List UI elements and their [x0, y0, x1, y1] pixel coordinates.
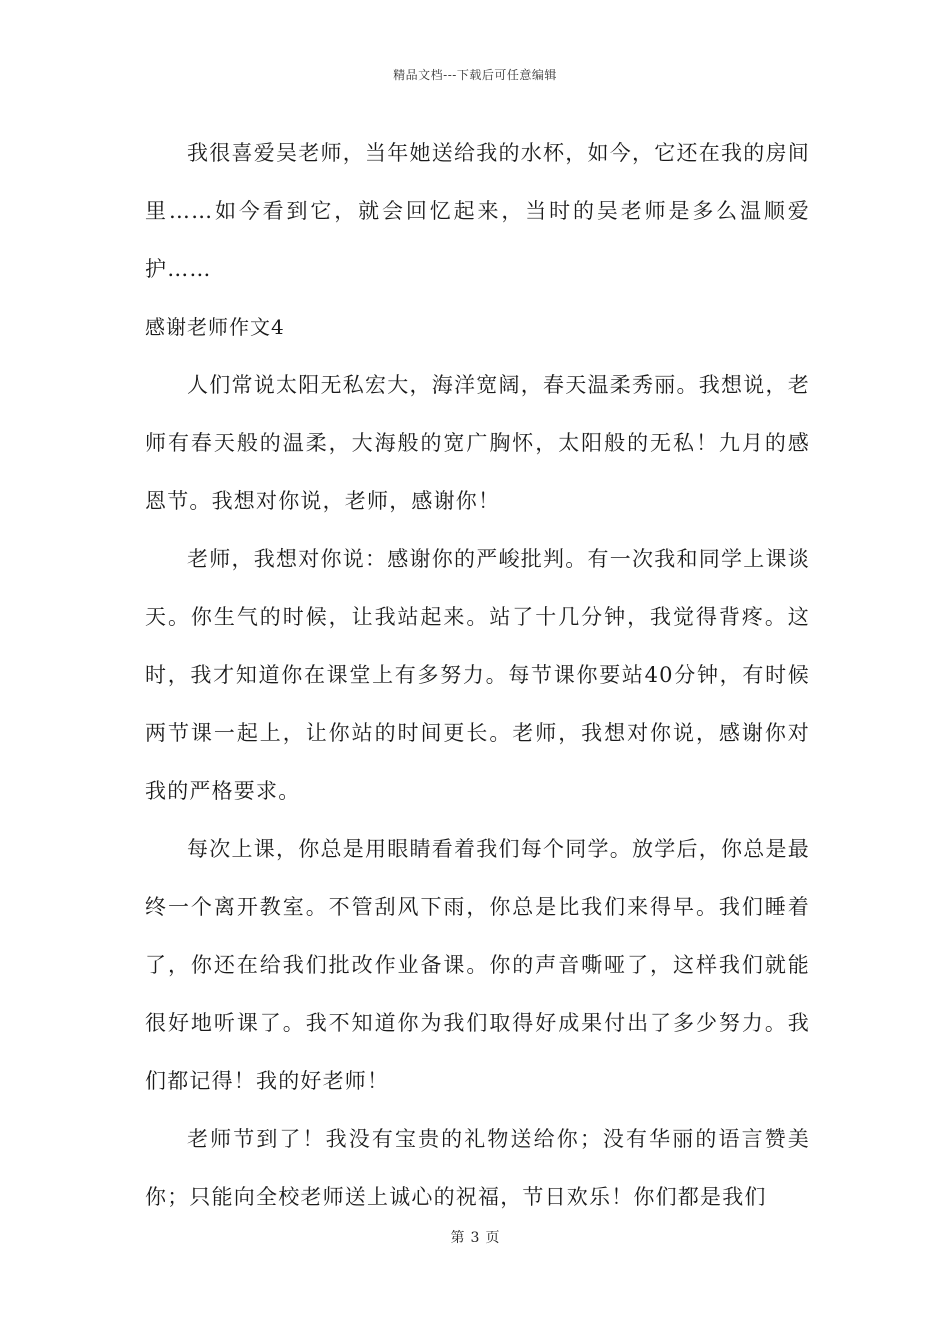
paragraph-5: 老师节到了！我没有宝贵的礼物送给你；没有华丽的语言赞美你；只能向全校老师送上诚心的祝福，节日欢乐！你们都是我们 [145, 1127, 810, 1209]
document-body [145, 124, 810, 1226]
paragraph-2: 人们常说太阳无私宏大，海洋宽阔，春天温柔秀丽。我想说，老师有春天般的温柔，大海般的宽广胸怀，太阳般的无私！九月的感恩节。我想对你说，老师，感谢你！ [145, 373, 810, 513]
paragraph-1: 我很喜爱吴老师，当年她送给我的水杯，如今，它还在我的房间里……如今看到它，就会回忆起来，当时的吴老师是多么温顺爱护…… [145, 141, 810, 281]
paragraph-3: 老师，我想对你说：感谢你的严峻批判。有一次我和同学上课谈天。你生气的时候，让我站起来。站了十几分钟，我觉得背疼。这时，我才知道你在课堂上有多努力。每节课你要站40分钟，有时候两节课一起上，让你站的时间更长。老师，我想对你说，感谢你对我的严格要求。 [145, 547, 810, 803]
page-number-prefix: 第 [450, 1230, 465, 1246]
paragraph-4: 每次上课，你总是用眼睛看着我们每个同学。放学后，你总是最终一个离开教室。不管刮风下雨，你总是比我们来得早。我们睡着了，你还在给我们批改作业备课。你的声音嘶哑了，这样我们就能很好地听课了。我不知道你为我们取得好成果付出了多少努力。我们都记得！我的好老师！ [145, 837, 810, 1093]
page-number: 3 [470, 1230, 480, 1246]
page-footer [0, 1227, 950, 1247]
page-header: 精品文档---下载后可任意编辑 [393, 68, 557, 82]
section-heading: 感谢老师作文4 [145, 315, 285, 339]
page-number-suffix: 页 [485, 1230, 500, 1246]
